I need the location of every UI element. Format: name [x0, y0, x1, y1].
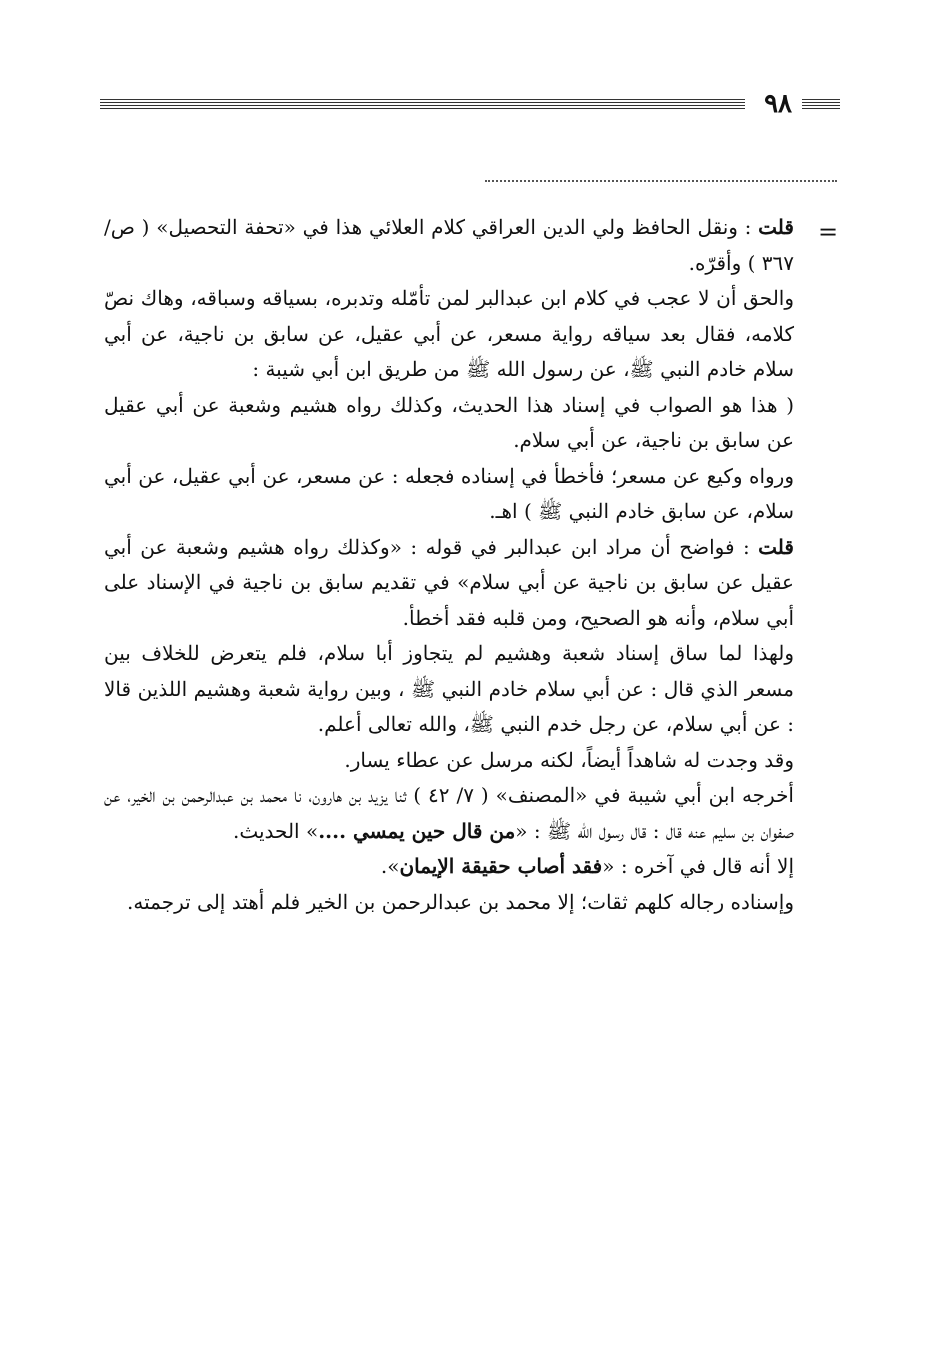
- paragraph: [104, 210, 794, 281]
- header-rule: [100, 99, 745, 111]
- hadith-quote: فقد أصاب حقيقة الإيمان: [399, 854, 603, 878]
- paragraph: [104, 459, 794, 530]
- paragraph: [104, 778, 794, 849]
- paragraph-text: : ونقل الحافظ ولي الدين العراقي كلام العلائي هذا في «تحفة التحصيل» ( ص/٣٦٧ ) وأقرّه.: [104, 215, 794, 275]
- paragraph-text: وإسناده رجاله كلهم ثقات؛ إلا محمد بن عبدالرحمن بن الخير فلم أهتد إلى ترجمته.: [127, 889, 794, 914]
- continuation-mark: =: [818, 218, 839, 246]
- paragraph-text: إلا أنه قال في آخره : «: [602, 854, 794, 878]
- paragraph-text: وقد وجدت له شاهداً أيضاً، لكنه مرسل عن عطاء يسار.: [344, 747, 794, 772]
- paragraph-text: : فواضح أن مراد ابن عبدالبر في قوله : «وكذلك رواه هشيم وشعبة عن أبي عقيل عن سابق بن ناجية عن أبي سلام» في تقديم سابق بن ناجية في الإسناد على أبي سلام، وأنه هو الصحيح، ومن قلبه فقد أخطأ.: [104, 534, 794, 630]
- page-number: ٩٨: [764, 89, 792, 119]
- paragraph-text: والحق أن لا عجب في كلام ابن عبدالبر لمن تأمّله وتدبره، بسياقه وسباقه، وهاك نصّ كلامه، فقال بعد سياقه رواية مسعر، عن أبي عقيل، عن سابق بن ناجية، عن أبي سلام خادم النبي ﷺ، عن رسول الله ﷺ من طريق ابن أبي شيبة :: [104, 286, 794, 381]
- paragraph: [104, 885, 794, 921]
- paragraph-text: ورواه وكيع عن مسعر؛ فأخطأ في إسناده فجعله : عن مسعر، عن أبي عقيل، عن أبي سلام، عن سابق خادم النبي ﷺ ) اهـ.: [104, 463, 794, 523]
- paragraph-text: أخرجه ابن أبي شيبة في «المصنف» ( ٧/ ٤٢ ) ثنا يزيد بن هارون، نا محمد بن عبدالرحمن بن الخير، عن صفوان بن سليم عنه قال : قال رسول الله ﷺ : «: [104, 783, 794, 843]
- hadith-quote: من قال حين يمسي ....: [318, 818, 516, 843]
- paragraph: [104, 743, 794, 779]
- page-body: [104, 210, 794, 920]
- page-header: [100, 86, 840, 122]
- header-rule-short: [802, 99, 840, 111]
- paragraph: [104, 388, 794, 459]
- paragraph-text: ( هذا هو الصواب في إسناد هذا الحديث، وكذلك رواه هشيم وشعبة عن أبي عقيل عن سابق بن ناجية، عن أبي سلام.: [104, 392, 794, 452]
- paragraph-tail: ».: [380, 854, 400, 878]
- dotted-separator: [485, 180, 837, 182]
- keyword-qultu: قلت: [758, 215, 794, 239]
- paragraph-tail: » الحديث.: [232, 818, 319, 843]
- paragraph: [104, 530, 794, 637]
- keyword-qultu: قلت: [758, 534, 794, 559]
- paragraph: [104, 281, 794, 388]
- paragraph-text: ولهذا لما ساق إسناد شعبة وهشيم لم يتجاوز أبا سلام، فلم يتعرض للخلاف بين مسعر الذي قال : عن أبي سلام خادم النبي ﷺ ، وبين رواية شعبة وهشيم اللذين قالا : عن أبي سلام، عن رجل خدم النبي ﷺ، والله تعالى أعلم.: [104, 641, 795, 736]
- paragraph: [104, 636, 794, 743]
- paragraph: [104, 849, 794, 885]
